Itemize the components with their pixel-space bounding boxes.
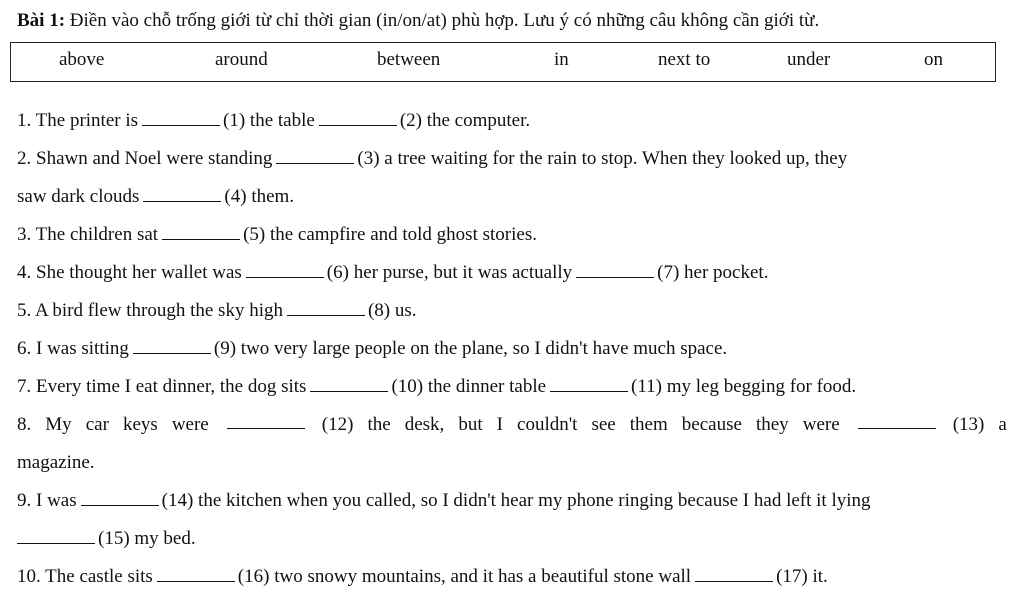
sentence-text: (11) my leg begging for food. [631, 376, 857, 397]
exercise-number: Bài 1: [17, 10, 66, 31]
blank-15[interactable] [17, 529, 95, 544]
sentence-text: (14) the kitchen when you called, so I didn't hear my phone ringing because I had left it lying [161, 490, 871, 511]
sentence-text: (10) the dinner table [391, 376, 547, 397]
sentence-text: (5) the campfire and told ghost stories. [243, 224, 537, 245]
word: see [591, 414, 616, 435]
blank-5[interactable] [162, 225, 240, 240]
word-box-item: around [215, 49, 268, 70]
word: (13) [952, 414, 985, 435]
sentence-text: 3. The children sat [17, 224, 159, 245]
sentence-text: (4) them. [224, 186, 295, 207]
blank-13[interactable] [858, 414, 936, 429]
blank-2[interactable] [319, 111, 397, 126]
sentence-text: (16) two snowy mountains, and it has a beautiful stone wall [237, 566, 692, 587]
exercise-instruction: Điền vào chỗ trống giới từ chỉ thời gian (in/on/at) phù hợp. Lưu ý có những câu không cần giới từ. [65, 10, 820, 31]
sentence-text: (17) it. [776, 566, 828, 587]
sentence-text: 6. I was sitting [17, 338, 129, 359]
sentence-text: saw dark clouds [17, 186, 140, 207]
word-box-item: under [787, 49, 831, 70]
sentence-text: 4. She thought her wallet was [17, 262, 242, 283]
blank-7[interactable] [576, 263, 654, 278]
sentence-2-continued [17, 186, 294, 208]
word: they [755, 414, 789, 435]
blank-4[interactable] [143, 187, 221, 202]
blank-17[interactable] [695, 567, 773, 582]
word: 8. [17, 414, 32, 435]
word: couldn't [517, 414, 578, 435]
blank-3[interactable] [276, 149, 354, 164]
blank-16[interactable] [157, 567, 235, 582]
sentence-1 [17, 110, 530, 132]
word-box-item: above [59, 49, 105, 70]
blank-11[interactable] [550, 377, 628, 392]
sentence-text: (2) the computer. [399, 110, 531, 131]
word: a [998, 414, 1007, 435]
exercise-title [17, 10, 819, 32]
word-box-item: in [554, 49, 569, 70]
word: but [458, 414, 483, 435]
blank-14[interactable] [81, 491, 159, 506]
sentence-text: magazine. [17, 452, 95, 473]
sentence-10 [17, 566, 828, 588]
word-box [10, 42, 996, 82]
blank-8[interactable] [287, 301, 365, 316]
blank-10[interactable] [310, 377, 388, 392]
sentence-2 [17, 148, 847, 170]
word-box-item: on [924, 49, 943, 70]
sentence-text: (9) two very large people on the plane, so I didn't have much space. [213, 338, 728, 359]
sentence-4 [17, 262, 768, 284]
sentence-text: 10. The castle sits [17, 566, 153, 587]
sentence-7 [17, 376, 856, 398]
word: I [496, 414, 503, 435]
word: because [681, 414, 742, 435]
sentence-text: (6) her purse, but it was actually [326, 262, 573, 283]
sentence-text: (1) the table [223, 110, 315, 131]
sentence-text: 9. I was [17, 490, 77, 511]
sentence-8-continued [17, 452, 95, 474]
blank-12[interactable] [227, 414, 305, 429]
sentence-text: (8) us. [367, 300, 417, 321]
sentence-5 [17, 300, 417, 322]
word: car [85, 414, 109, 435]
word: (12) [321, 414, 354, 435]
sentence-9 [17, 490, 871, 512]
sentence-text: 7. Every time I eat dinner, the dog sits [17, 376, 307, 397]
word: keys [122, 414, 158, 435]
word: desk, [404, 414, 445, 435]
word: the [367, 414, 391, 435]
sentence-text: 1. The printer is [17, 110, 139, 131]
sentence-text: 5. A bird flew through the sky high [17, 300, 283, 321]
sentence-6 [17, 338, 727, 360]
word: were [802, 414, 840, 435]
word: My [45, 414, 72, 435]
sentence-text: 2. Shawn and Noel were standing [17, 148, 273, 169]
sentence-text: (3) a tree waiting for the rain to stop. When they looked up, they [357, 148, 848, 169]
word: them [629, 414, 668, 435]
blank-9[interactable] [133, 339, 211, 354]
sentence-3 [17, 224, 537, 246]
word: were [171, 414, 209, 435]
sentence-text: (7) her pocket. [657, 262, 769, 283]
sentence-8 [17, 414, 1007, 436]
word-box-item: next to [658, 49, 711, 70]
blank-6[interactable] [246, 263, 324, 278]
word-box-item: between [377, 49, 441, 70]
sentence-text: (15) my bed. [98, 528, 196, 549]
blank-1[interactable] [142, 111, 220, 126]
sentence-9-continued [17, 528, 196, 550]
